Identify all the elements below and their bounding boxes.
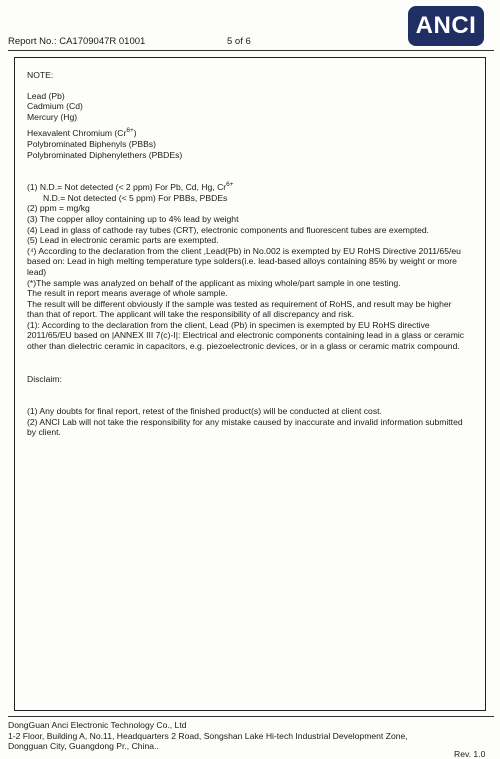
revision: Rev. 1.0 [454, 749, 486, 759]
substance-pbde: Polybrominated Diphenylethers (PBDEs) [27, 149, 183, 160]
company-name: DongGuan Anci Electronic Technology Co., Ltd [8, 720, 187, 730]
note-item: (5) Lead in electronic ceramic parts are exempted. [27, 235, 219, 246]
substance-mercury: Mercury (Hg) [27, 111, 78, 122]
disclaim-item: (2) ANCI Lab will not take the responsibility for any mistake caused by inaccurate and invalid information submitted by client. [27, 416, 463, 438]
nd-note-2: N.D.= Not detected (< 5 ppm) For PBBs, PBDEs [43, 192, 228, 203]
disclaim-item: (1) Any doubts for final report, retest of the finished product(s) will be conducted at client cost. [27, 406, 382, 417]
nd-note-1: (1) N.D.= Not detected (< 2 ppm) For Pb, Cd, Hg, $Cr^{6+}$ [27, 181, 234, 193]
footer-rule [8, 716, 494, 717]
page-number: 5 of 6 [227, 36, 251, 47]
note-item: (2) ppm = mg/kg [27, 203, 90, 214]
note-title: NOTE: [27, 70, 54, 80]
substance-pbb: Polybrominated Biphenyls (PBBs) [27, 138, 156, 149]
address-line-2: Dongguan City, Guangdong Pr., China.. [8, 741, 159, 752]
footer [8, 720, 408, 752]
substance-chromium: Hexavalent Chromium $(Cr^{6+})$ [27, 127, 137, 139]
note-item: (4) Lead in glass of cathode ray tubes (CRT), electronic components and fluorescent tubes are exempted. [27, 224, 430, 235]
note-item: (*)The sample was analyzed on behalf of the applicant as mixing whole/part sample in one testing. [27, 277, 401, 288]
note-item: The result in report means average of whole sample. [27, 288, 228, 299]
note-item: (1): According to the declaration from the client, Lead (Pb) in specimen is exempted by EU RoHS directive 2011/65/EU based on |ANNEX III 7(c)-I|: Electrical and electronic components containing lead in a glass or ceramic other than dielectric ceramic in capacitors, e.g. piezoelectronic devices, or in a glass or ceramic matrix compound. [27, 319, 465, 352]
anci-logo: ANCI [408, 6, 484, 46]
substance-lead: Lead (Pb) [27, 90, 65, 101]
note-item: The result will be different obviously if the sample was tested as requirement of RoHS, and result may be higher than that of report. The applicant will take the responsibility of all discrepancy and risk. [27, 298, 452, 320]
note-item: (3) The copper alloy containing up to 4% lead by weight [27, 213, 239, 224]
document-body [27, 70, 467, 438]
substance-cadmium: Cadmium (Cd) [27, 101, 83, 112]
note-item: (⁴) According to the declaration from the client ,Lead(Pb) in No.002 is exempted by EU RoHS Directive 2011/65/eu based on: Lead in high melting temperature type solders(i.e. lead-based alloys containing 85% by weight or more lead) [27, 245, 461, 277]
disclaim-title: Disclaim: [27, 373, 62, 384]
report-number: Report No.: CA1709047R 01001 [8, 36, 146, 47]
header-rule [8, 50, 494, 51]
address-line-1: 1-2 Floor, Building A, No.11, Headquarters 2 Road, Songshan Lake Hi-tech Industrial Development Zone, [8, 730, 408, 741]
